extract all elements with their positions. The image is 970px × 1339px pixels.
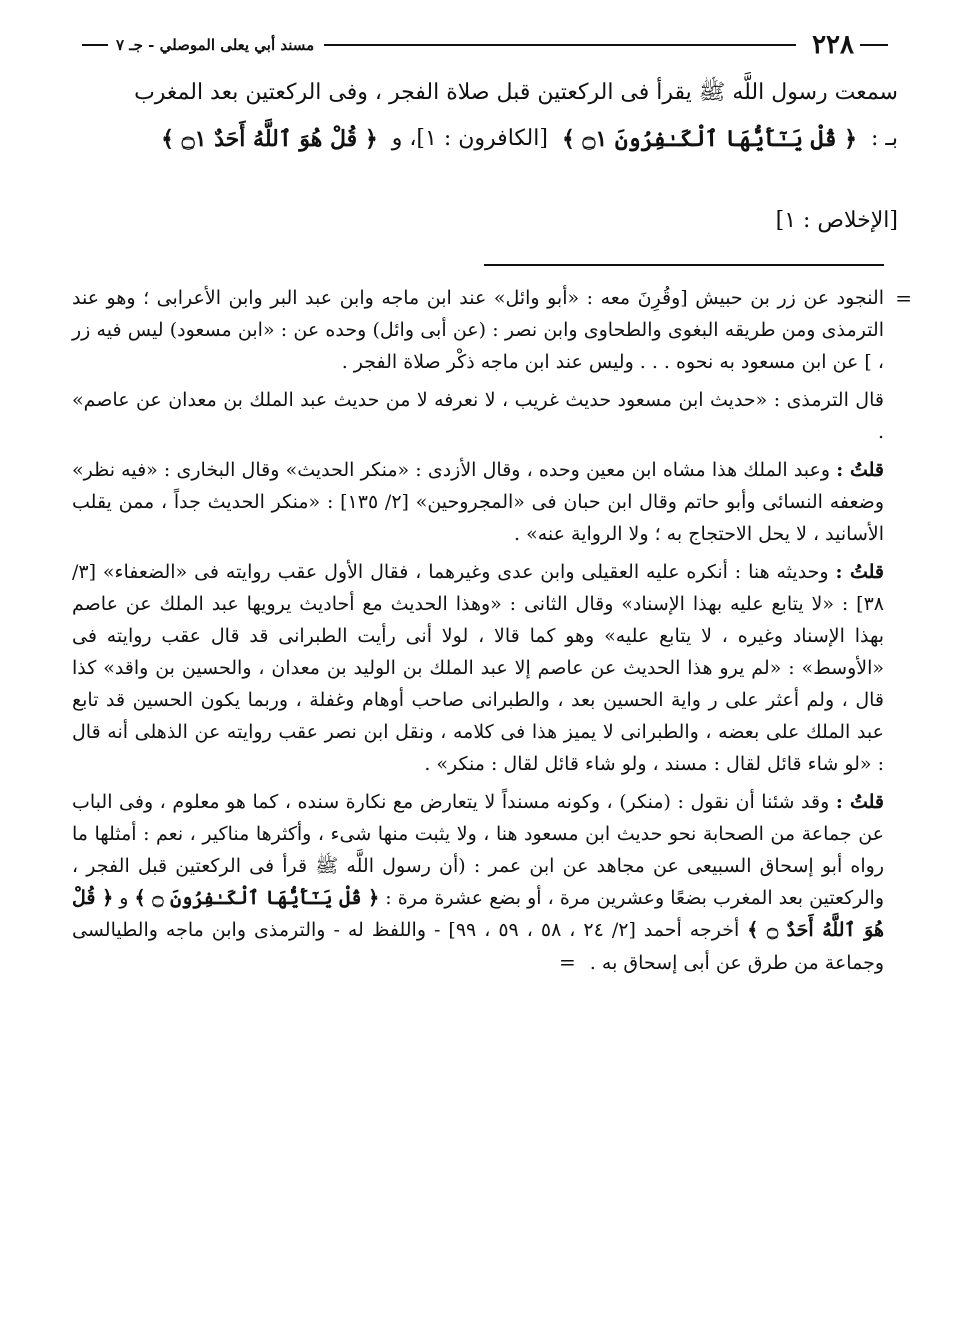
header-dash-right	[82, 44, 108, 46]
header-dash-left	[860, 44, 888, 46]
main-line-2	[72, 124, 898, 154]
verse-ikhlas: ﴿ قُلْ هُوَ ٱللَّهُ أَحَدٌ ۝١ ﴾	[161, 126, 378, 152]
footnote-paragraph-1: النجود عن زر بن حبيش [وقُرِنَ معه : «أبو وائل» عند ابن ماجه وابن عبد البر وابن الأعرابى ؛ وهو عند الترمذى ومن طريقه البغوى والطحاوى وابن نصر : (عن أبى وائل) وحده عن : «ابن مسعود) ليس فيه زر ، ] عن ابن مسعود به نحوه . . . وليس عند ابن ماجه ذكْر صلاة الفجر .	[72, 287, 884, 373]
qult-label: قلتُ :	[835, 791, 884, 813]
ref-ikhlas: [الإخلاص : ١]	[775, 208, 898, 233]
footnote-paragraph-2: قال الترمذى : «حديث ابن مسعود حديث غريب ، لا نعرفه لا من حديث عبد الملك بن معدان عن عاصم» .	[72, 389, 884, 443]
main-line-1: سمعت رسول اللَّه ﷺ يقرأ فى الركعتين قبل صلاة الفجر ، وفى الركعتين بعد المغرب	[134, 80, 898, 105]
end-mark: =	[558, 950, 576, 974]
verse-kafirun: ﴿ قُلْ يَـٰٓأَيُّهَا ٱلْكَـٰفِرُونَ ۝١ ﴾	[561, 126, 858, 152]
line2-prefix: بـ :	[871, 126, 898, 151]
verse-ikhlas-footnote: ﴿ قُلْ هُوَ ٱللَّهُ أَحَدٌ ۝ ﴾	[72, 887, 885, 941]
footnote-qult-3	[72, 786, 884, 979]
qult-text: وقد شئنا أن نقول : (منكر) ، وكونه مسنداً لا يتعارض مع نكارة سنده ، كما هو معلوم ، وفى الباب عن جماعة من الصحابة نحو حديث ابن مسعود هنا ، ولا يثبت منها شىء ، وأكثرها مناكير ، نعم : أمثلها ما رواه أبو إسحاق السبيعى عن مجاهد عن ابن عمر : (أن رسول اللَّه ﷺ قرأ فى الركعتين قبل الفجر ، والركعتين بعد المغرب بضعًا وعشرين مرة ، أو بضع عشرة مرة :	[72, 791, 884, 909]
running-header	[82, 30, 888, 60]
ref-kafirun: [الكافرون : ١]، و	[391, 126, 548, 151]
qult-tail: أخرجه أحمد [٢/ ٢٤ ، ٥٨ ، ٥٩ ، ٩٩] - واللفظ له - والترمذى وابن ماجه والطيالسى وجماعة من طرق عن أبى إسحاق به .	[72, 919, 884, 974]
qult-label: قلتُ :	[835, 561, 884, 583]
main-text	[72, 78, 898, 233]
verse-kafirun-footnote: ﴿ قُلْ يَـٰٓأَيُّهَا ٱلْكَـٰفِرُونَ ۝ ﴾	[134, 887, 380, 909]
conjunction: و	[119, 887, 129, 909]
book-title: مسند أبي يعلى الموصلي - جـ ٧	[116, 36, 315, 54]
header-rule	[324, 44, 796, 46]
qult-text: وحديثه هنا : أنكره عليه العقيلى وابن عدى وغيرهما ، فقال الأول عقب روايته فى «الضعفاء» [٣/ ٣٨] : «لا يتابع عليه بهذا الإسناد» وقال الثانى : «وهذا الحديث مع أحاديث يرويها عبد الملك عن عاصم بهذا الإسناد وغيره ، لا يتابع عليه» وهو كما قالا ، لولا أنى رأيت الطبرانى قد قال عقب روايته فى «الأوسط» : «لم يرو هذا الحديث عن عاصم إلا عبد الملك بن الوليد بن معدان ، والحسين بن واقد» كذا قال ، ولم أعثر على ر واية الحسين بعد ، والطبرانى صاحب أوهام وغفلة ، وربما يكون الحسين قد تابع عبد الملك على بعضه ، والطبرانى لا يميز هذا فى كلامه ، ونقل ابن نصر عقب روايته عن الذهلى أنه قال : «لو شاء قائل لقال : مسند ، ولو شاء قائل لقال : منكر» .	[72, 561, 884, 775]
footnote-qult-1	[72, 454, 884, 550]
qult-label: قلتُ :	[836, 459, 884, 481]
page-number: ٢٢٨	[812, 30, 854, 60]
footnote-divider	[484, 264, 884, 266]
footnote-qult-2	[72, 556, 884, 780]
continuation-mark: =	[895, 286, 912, 310]
footnotes	[72, 282, 912, 985]
qult-text: وعبد الملك هذا مشاه ابن معين وحده ، وقال الأزدى : «منكر الحديث» وقال البخارى : «فيه نظر» وضعفه النسائى وأبو حاتم وقال ابن حبان فى «المجروحين» [٢/ ١٣٥] : «منكر الحديث جداً ، ممن يقلب الأسانيد ، لا يحل الاحتجاج به ؛ ولا الرواية عنه» .	[72, 459, 884, 545]
